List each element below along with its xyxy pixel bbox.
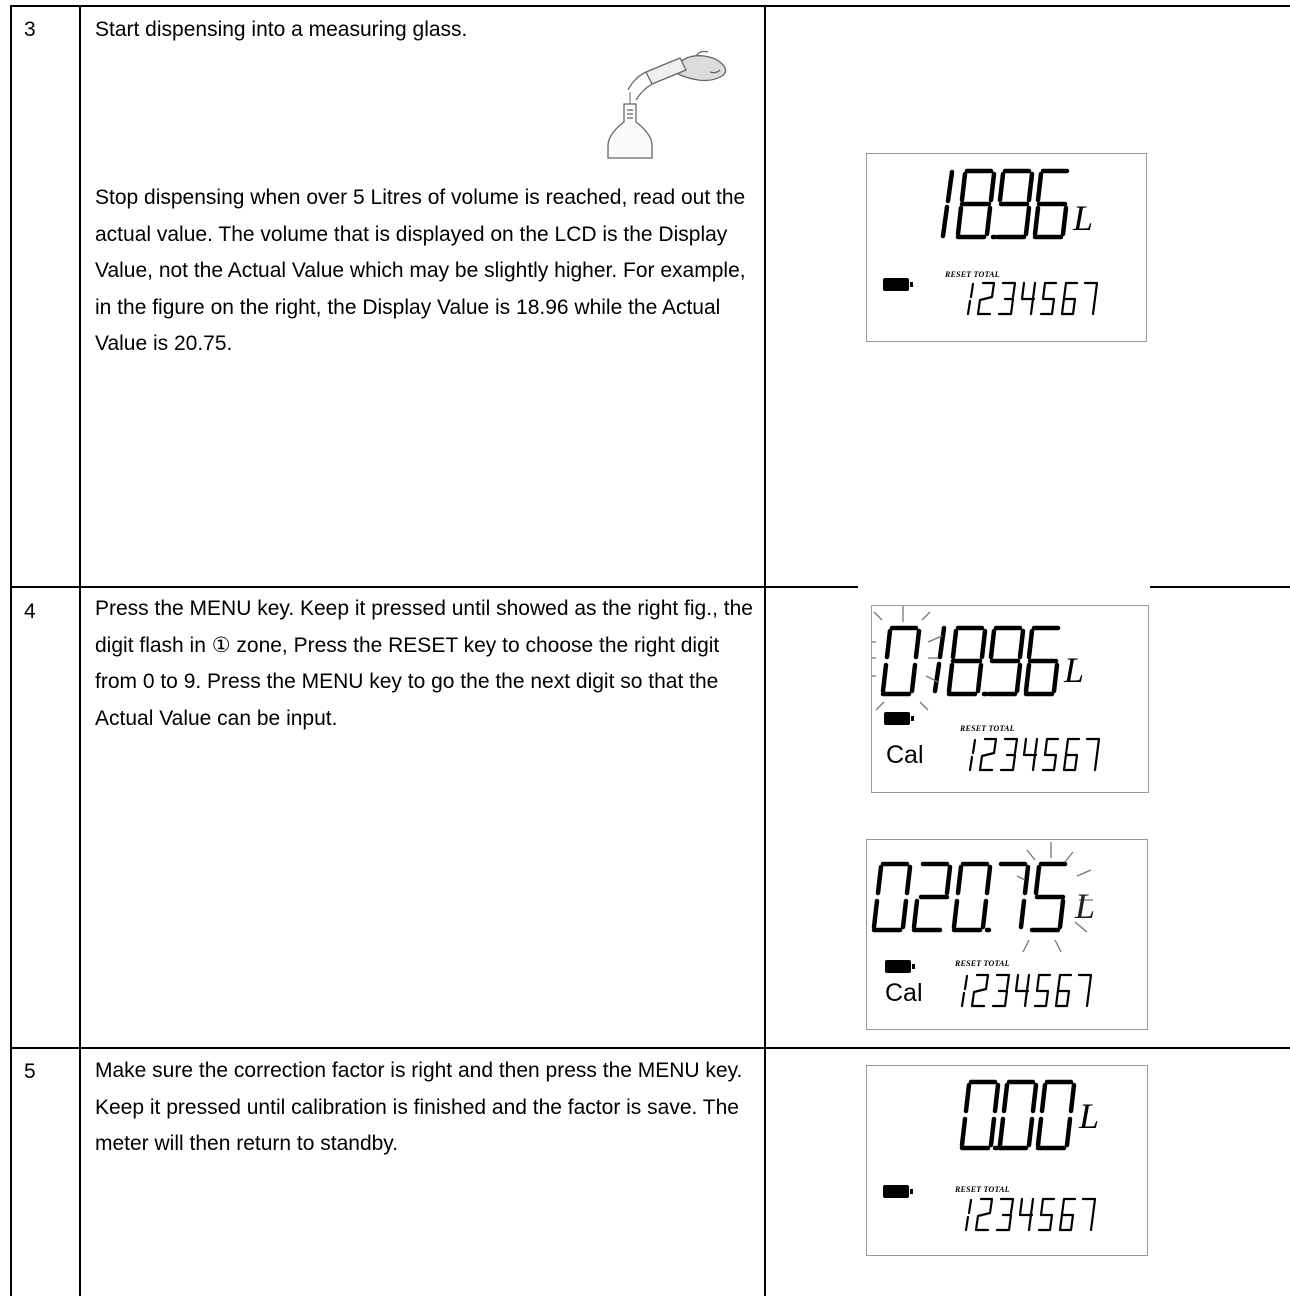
step-text: Press the MENU key. Keep it pressed until showed as the right fig., the digit flash in ① zone, Press the RESET key to choose the right digit from 0 to 9. Press the MENU key to go the the next digit so that the Actual Value can be input. xyxy=(95,597,753,730)
table-border-top xyxy=(10,5,1290,7)
step-number: 4 xyxy=(24,600,36,623)
measuring-glass-pour-icon xyxy=(600,42,740,162)
reset-total-label: RESET TOTAL xyxy=(955,959,1010,968)
unit-label: L xyxy=(1079,1096,1100,1136)
reset-total-label: RESET TOTAL xyxy=(955,1185,1010,1194)
step-text: Stop dispensing when over 5 Litres of volume is reached, read out the actual value. The volume that is displayed on the LCD is the Display Value, not the Actual Value which may be slightly higher. For example, in the figure on the right, the Display Value is 18.96 while the Actual Value is 20.75. xyxy=(95,186,746,356)
table-border-left xyxy=(10,5,12,1296)
unit-label: L xyxy=(1073,198,1094,238)
lcd-main-digits xyxy=(867,1066,1147,1255)
step-text: Make sure the correction factor is right and then press the MENU key. Keep it pressed until calibration is finished and the factor is save. The meter will then return to standby. xyxy=(95,1059,743,1156)
battery-icon xyxy=(885,960,911,973)
step-number: 3 xyxy=(24,18,36,41)
reset-total-label: RESET TOTAL xyxy=(960,724,1015,733)
row-divider-5 xyxy=(10,1047,1290,1049)
battery-icon xyxy=(883,1185,909,1198)
row-divider-4-right xyxy=(1150,586,1290,588)
unit-label: L xyxy=(1064,650,1085,690)
lcd-display xyxy=(866,839,1148,1030)
cal-mode-label: Cal xyxy=(886,741,924,769)
step-number: 5 xyxy=(24,1060,36,1083)
battery-icon xyxy=(883,278,909,291)
battery-icon xyxy=(884,712,910,725)
lcd-display xyxy=(866,153,1147,342)
cal-mode-label: Cal xyxy=(885,979,923,1007)
unit-label: L xyxy=(1075,886,1096,926)
column-divider-number xyxy=(79,5,81,1296)
column-divider-figure xyxy=(764,5,766,1296)
lcd-display xyxy=(871,605,1149,793)
lcd-display xyxy=(866,1065,1148,1256)
row-divider-4 xyxy=(10,586,858,588)
lcd-main-digits xyxy=(867,154,1146,341)
reset-total-label: RESET TOTAL xyxy=(945,270,1000,279)
step-text: Start dispensing into a measuring glass. xyxy=(95,18,468,41)
